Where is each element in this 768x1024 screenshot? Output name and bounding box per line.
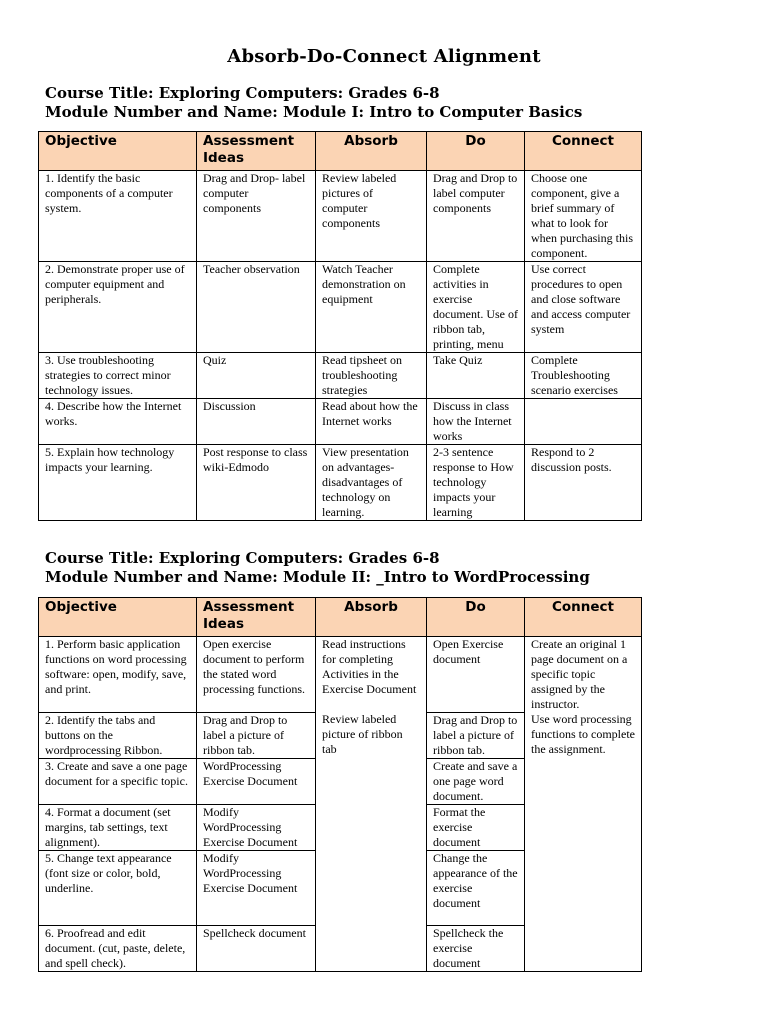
connect-text-use: Use word processing functions to complete the assignment. <box>531 712 635 756</box>
assessment-cell: WordProcessing Exercise Document <box>197 759 316 805</box>
do-cell: Open Exercise document <box>427 637 525 713</box>
assessment-cell: Post response to class wiki-Edmodo <box>197 445 316 521</box>
module1-module-name: Module Number and Name: Module I: Intro to Computer Basics <box>45 103 583 121</box>
absorb-cell: Read about how the Internet works <box>316 399 427 445</box>
table-row <box>39 445 642 521</box>
assessment-cell: Drag and Drop to label a picture of ribbon tab. <box>197 713 316 759</box>
header-do: Do <box>427 132 525 171</box>
assessment-cell: Open exercise document to perform the stated word processing functions. <box>197 637 316 713</box>
module2-table <box>38 597 642 972</box>
objective-cell: 4. Format a document (set margins, tab settings, text alignment). <box>39 805 197 851</box>
table-row <box>39 262 642 353</box>
table-row <box>39 171 642 262</box>
do-cell: Create and save a one page word document. <box>427 759 525 805</box>
do-cell: Format the exercise document <box>427 805 525 851</box>
table-header-row <box>39 132 642 171</box>
module2-course-title: Course Title: Exploring Computers: Grades 6-8 <box>45 549 440 567</box>
absorb-cell: Review labeled pictures of computer components <box>316 171 427 262</box>
header-absorb: Absorb <box>316 132 427 171</box>
objective-cell: 3. Create and save a one page document for a specific topic. <box>39 759 197 805</box>
absorb-cell <box>316 637 427 972</box>
assessment-cell: Modify WordProcessing Exercise Document <box>197 851 316 926</box>
objective-cell: 3. Use troubleshooting strategies to correct minor technology issues. <box>39 353 197 399</box>
objective-cell: 1. Identify the basic components of a computer system. <box>39 171 197 262</box>
assessment-cell: Spellcheck document <box>197 926 316 972</box>
absorb-text-instructions: Read instructions for completing Activities in the Exercise Document <box>322 637 417 696</box>
objective-cell: 2. Demonstrate proper use of computer equipment and peripherals. <box>39 262 197 353</box>
do-cell: Drag and Drop to label computer components <box>427 171 525 262</box>
objective-cell: 6. Proofread and edit document. (cut, paste, delete, and spell check). <box>39 926 197 972</box>
assessment-cell: Drag and Drop- label computer components <box>197 171 316 262</box>
table-row <box>39 637 642 713</box>
connect-cell: Choose one component, give a brief summary of what to look for when purchasing this component. <box>525 171 642 262</box>
connect-cell <box>525 399 642 445</box>
header-absorb: Absorb <box>316 598 427 637</box>
do-cell: 2-3 sentence response to How technology impacts your learning <box>427 445 525 521</box>
header-do: Do <box>427 598 525 637</box>
table-row <box>39 353 642 399</box>
do-cell: Discuss in class how the Internet works <box>427 399 525 445</box>
absorb-cell: Read tipsheet on troubleshooting strategies <box>316 353 427 399</box>
do-cell: Complete activities in exercise document. Use of ribbon tab, printing, menu <box>427 262 525 353</box>
connect-cell <box>525 637 642 972</box>
header-objective: Objective <box>39 598 197 637</box>
connect-cell: Use correct procedures to open and close software and access computer system <box>525 262 642 353</box>
objective-cell: 5. Change text appearance (font size or color, bold, underline. <box>39 851 197 926</box>
absorb-cell: View presentation on advantages-disadvantages of technology on learning. <box>316 445 427 521</box>
absorb-spacer <box>322 697 420 712</box>
assessment-cell: Teacher observation <box>197 262 316 353</box>
do-cell: Spellcheck the exercise document <box>427 926 525 972</box>
assessment-cell: Modify WordProcessing Exercise Document <box>197 805 316 851</box>
objective-cell: 2. Identify the tabs and buttons on the wordprocessing Ribbon. <box>39 713 197 759</box>
module2-module-name: Module Number and Name: Module II: _Intro to WordProcessing <box>45 568 590 586</box>
assessment-cell: Quiz <box>197 353 316 399</box>
module1-course-title: Course Title: Exploring Computers: Grades 6-8 <box>45 84 440 102</box>
connect-cell: Complete Troubleshooting scenario exercises <box>525 353 642 399</box>
absorb-text-review: Review labeled picture of ribbon tab <box>322 712 403 756</box>
connect-cell: Respond to 2 discussion posts. <box>525 445 642 521</box>
table-header-row <box>39 598 642 637</box>
do-cell: Change the appearance of the exercise document <box>427 851 525 926</box>
objective-cell: 4. Describe how the Internet works. <box>39 399 197 445</box>
assessment-cell: Discussion <box>197 399 316 445</box>
header-assessment: Assessment Ideas <box>197 132 316 171</box>
do-cell: Take Quiz <box>427 353 525 399</box>
header-objective: Objective <box>39 132 197 171</box>
connect-text-create: Create an original 1 page document on a specific topic assigned by the instructor. <box>531 637 628 711</box>
absorb-cell: Watch Teacher demonstration on equipment <box>316 262 427 353</box>
page-title: Absorb-Do-Connect Alignment <box>227 46 541 67</box>
header-assessment: Assessment Ideas <box>197 598 316 637</box>
header-connect: Connect <box>525 598 642 637</box>
header-connect: Connect <box>525 132 642 171</box>
objective-cell: 1. Perform basic application functions on word processing software: open, modify, save, and print. <box>39 637 197 713</box>
module1-table <box>38 131 642 521</box>
table-row <box>39 399 642 445</box>
objective-cell: 5. Explain how technology impacts your learning. <box>39 445 197 521</box>
do-cell: Drag and Drop to label a picture of ribbon tab. <box>427 713 525 759</box>
